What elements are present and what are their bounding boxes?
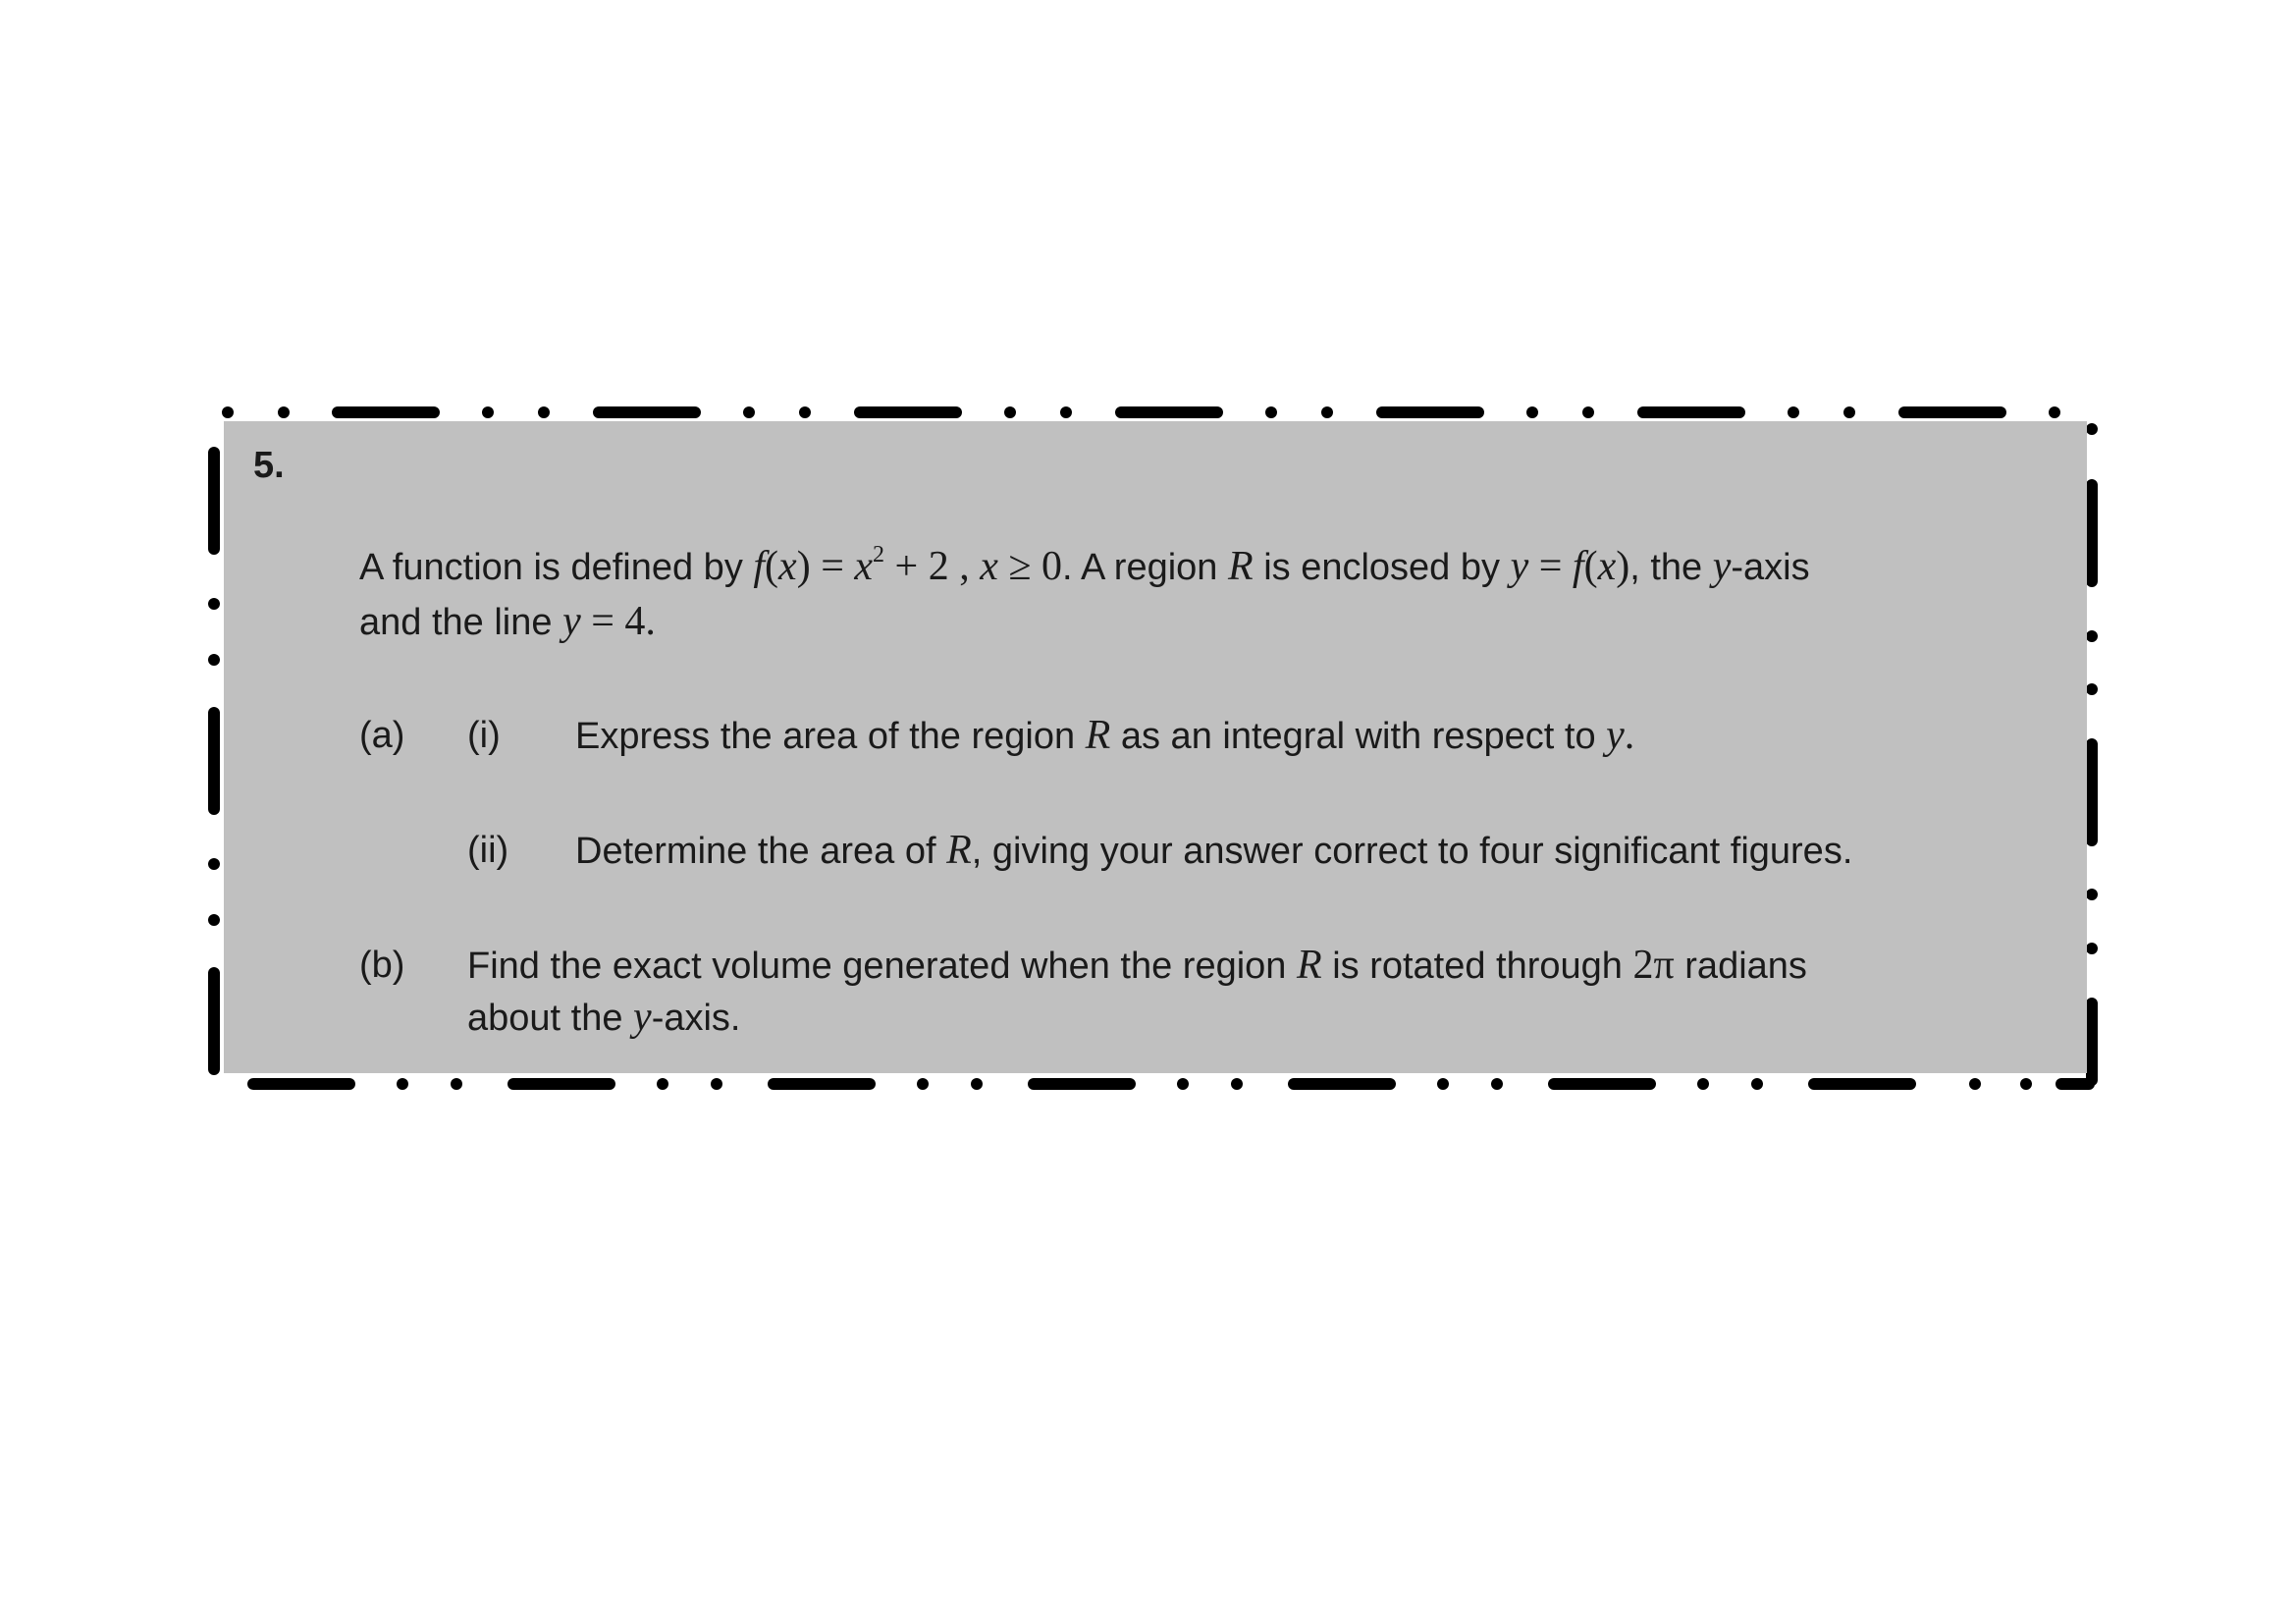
math-y: y [1510,544,1529,589]
part-text: , giving your answer correct to four significant figures. [971,831,1853,872]
part-a-i-text [575,712,1634,760]
math-f: f [753,544,766,589]
math-y: y [1712,544,1732,589]
part-text: . [1624,713,1635,758]
math-plus-two: + 2 , [884,544,981,589]
part-text: about the [467,998,634,1039]
math-equals: ) = [796,544,855,589]
math-R: R [1085,713,1111,758]
part-text: is rotated through [1321,946,1633,987]
math-x: x [1597,544,1617,589]
part-a-ii-label: (ii) [467,830,509,871]
intro-text: A region [1080,547,1228,588]
math-y: y [562,599,581,644]
math-x: x [778,544,797,589]
question-number: 5. [253,445,285,486]
math-R: R [1296,943,1322,988]
part-a-ii-text [575,827,1852,875]
part-b-line-1 [467,942,1807,990]
part-b-line-2 [467,994,741,1042]
math-equals-four: = 4 [580,599,646,644]
part-text: -axis. [651,998,741,1039]
math-f: f [1572,544,1584,589]
intro-text: is enclosed by [1253,547,1511,588]
intro-text: A function is defined by [359,547,754,588]
intro-text: . [645,599,656,644]
math-R: R [1227,544,1254,589]
intro-line-1 [359,543,1810,591]
intro-text: , the [1629,547,1713,588]
math-paren: ) [1616,544,1630,589]
math-paren: ( [1583,544,1598,589]
part-text: as an integral with respect to [1110,716,1607,757]
intro-text: -axis [1731,547,1810,588]
math-geq-zero: ≥ 0 [997,544,1062,589]
part-a-label: (a) [359,715,405,756]
math-exponent: 2 [873,542,885,568]
part-text: Express the area of the region [575,716,1086,757]
math-two-pi: 2π [1632,943,1675,988]
math-equals: = [1528,544,1573,589]
part-a-i-label: (i) [467,715,501,756]
intro-line-2 [359,598,656,646]
math-x: x [980,544,998,589]
part-text: radians [1674,946,1807,987]
part-text: Determine the area of [575,831,947,872]
intro-text: and the line [359,602,563,643]
part-text: Find the exact volume generated when the region [467,946,1297,987]
part-b-label: (b) [359,945,405,986]
math-y: y [633,995,652,1040]
intro-text: . [1061,547,1081,588]
math-R: R [946,828,972,873]
math-x: x [854,544,874,589]
math-y: y [1606,713,1625,758]
math-paren: ( [765,544,779,589]
